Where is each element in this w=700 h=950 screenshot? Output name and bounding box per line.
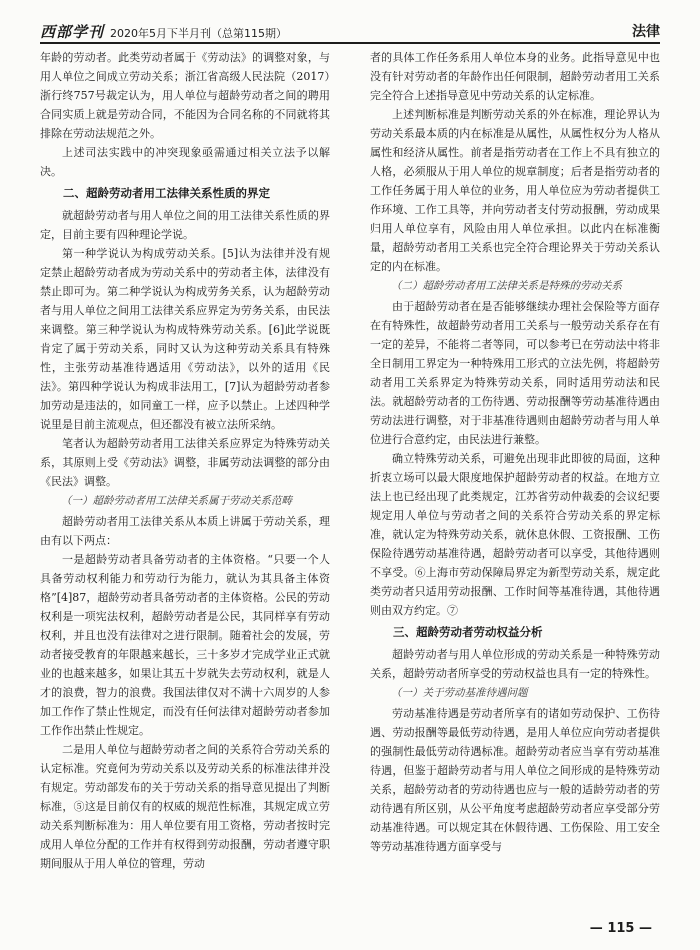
paragraph: 超龄劳动者用工法律关系从本质上讲属于劳动关系，理由有以下两点：: [40, 515, 330, 547]
paragraph: 上述司法实践中的冲突现象亟需通过相关立法予以解决。: [40, 146, 330, 178]
paragraph: 由于超龄劳动者在是否能够继续办理社会保险等方面存在有特殊性，故超龄劳动者用工关系与一般劳动关系存在有一定的差异，不能将二者等同，可以参考已在劳动法中将非全日制用工界定为一种特殊用工形式的立法先例，将超龄劳动者用工关系界定为特殊劳动关系，同时适用劳动法和民法。就超龄劳动者的工伤待遇、劳动报酬等劳动基准待遇由劳动法进行调整，对于非基准待遇则由超龄劳动者与用人单位进行合意约定，由民法进行兼整。: [370, 300, 660, 446]
paragraph: 确立特殊劳动关系，可避免出现非此即彼的局面，这种折衷立场可以最大限度地保护超龄劳动者的权益。在地方立法上也已经出现了此类规定，江苏省劳动仲裁委的会议纪要规定用人单位与劳动者之间的关系符合劳动关系的界定标准，就认定为特殊劳动关系，就休息休假、工资报酬、工伤保险待遇劳动基准待遇，超龄劳动者可以享受，其他待遇则不享受。⑥上海市劳动保障局界定为新型劳动关系，规定此类劳动者只适用劳动报酬、工作时间等基准待遇，其他待遇则由双方约定。⑦: [370, 452, 660, 617]
paragraph: 一是超龄劳动者具备劳动者的主体资格。“只要一个人具备劳动权利能力和劳动行为能力，就认为其具备主体资格”[4]87，超龄劳动者具备劳动者的主体资格。公民的劳动权利是一项宪法权利，超龄劳动者是公民，其同样享有劳动权利，并且也没有法律对之进行限制。随着社会的发展，劳动者接受教育的年限越来越长，三十多岁才完成学业正式就业的也越来越多，如果让其五十岁就失去劳动权利，就是人才的浪费，智力的浪费。我国法律仅对不满十六周岁的人参加工作作了禁止性规定，而没有任何法律对超龄劳动者参加工作作出禁止性规定。: [40, 553, 330, 737]
right-column: [370, 48, 660, 856]
left-column: [40, 48, 330, 873]
subsection-heading: （一）关于劳动基准待遇问题: [391, 687, 528, 699]
paragraph: 劳动基准待遇是劳动者所享有的诸如劳动保护、工伤待遇、劳动报酬等最低劳动待遇，是用人单位应向劳动者提供的强制性最低劳动待遇标准。超龄劳动者应当享有劳动基准待遇，但鉴于超龄劳动者与用人单位之间形成的是特殊劳动关系，超龄劳动者的劳动待遇也应与一般的适龄劳动者的劳动待遇有所区别，从公平角度考虑超龄劳动者应享受部分劳动基准待遇。可以规定其在休假待遇、工伤保险、用工安全等劳动基准待遇方面享受与: [370, 707, 660, 853]
header-left: [40, 21, 287, 42]
subsection-heading: （二）超龄劳动者用工法律关系是特殊的劳动关系: [391, 280, 622, 292]
section-heading: 二、超龄劳动者用工法律关系性质的界定: [63, 186, 270, 200]
issue-info: 2020年5月下半月刊（总第115期）: [110, 26, 288, 40]
journal-logo: 西部学刊: [40, 22, 105, 41]
paragraph: 二是用人单位与超龄劳动者之间的关系符合劳动关系的认定标准。究竟何为劳动关系以及劳动关系的标准法律并没有规定。劳动部发布的关于劳动关系的指导意见提出了判断标准，⑤这是目前仅有的权威的规范性标准，其规定成立劳动关系判断标准为：用人单位要有用工资格，劳动者按时完成用人单位分配的工作并有权得到劳动报酬，劳动者遵守职期间服从于用人单位的管理，劳动: [40, 743, 330, 870]
subsection-heading: （一）超龄劳动者用工法律关系属于劳动关系范畴: [61, 495, 292, 507]
paragraph: 者的具体工作任务系用人单位本身的业务。此指导意见中也没有针对劳动者的年龄作出任何限制，超龄劳动者用工关系完全符合上述指导意见中劳动关系的认定标准。: [370, 51, 660, 102]
section-heading: 三、超龄劳动者劳动权益分析: [393, 625, 543, 639]
paragraph: 年龄的劳动者。此类劳动者属于《劳动法》的调整对象，与用人单位之间成立劳动关系；浙江省高级人民法院（2017）浙行终757号裁定认为，用人单位与超龄劳动者之间的聘用合同实质上就是劳动合同，不能因为合同名称的不同就将其排除在劳动法规范之外。: [40, 51, 330, 140]
page-number: — 115 —: [589, 921, 652, 936]
section-label: 法律: [632, 24, 660, 40]
paragraph: 就超龄劳动者与用人单位之间的用工法律关系性质的界定，目前主要有四种理论学说。: [40, 209, 330, 241]
running-header: [40, 20, 660, 44]
paragraph: 笔者认为超龄劳动者用工法律关系应界定为特殊劳动关系，其原则上受《劳动法》调整，非属劳动法调整的部分由《民法》调整。: [40, 437, 330, 488]
paragraph: 超龄劳动者与用人单位形成的劳动关系是一种特殊劳动关系，超龄劳动者所享受的劳动权益也具有一定的特殊性。: [370, 648, 660, 680]
paragraph: 第一种学说认为构成劳动关系。[5]认为法律并没有规定禁止超龄劳动者成为劳动关系中的劳动者主体，法律没有禁止即可为。第二种学说认为构成劳务关系，认为超龄劳动者与用人单位之间用工法律关系应界定为劳务关系，由民法来调整。第三种学说认为构成特殊劳动关系。[6]此学说既肯定了属于劳动关系，同时又认为这种劳动关系具有特殊性，主张劳动基准待遇适用《劳动法》，以外的适用《民法》。第四种学说认为构成非法用工，[7]认为超龄劳动者参加劳动是违法的，如同童工一样，应予以禁止。上述四种学说里是目前主流观点，但还都没有被立法所采纳。: [40, 247, 330, 431]
paragraph: 上述判断标准是判断劳动关系的外在标准，理论界认为劳动关系最本质的内在标准是从属性，从属性权分为人格从属性和经济从属性。前者是指劳动者在工作上不具有独立的人格，必须服从于用人单位的规章制度；后者是指劳动者的工作任务属于用人单位的业务，用人单位应为劳动者提供工作环境、工作工具等，并向劳动者支付劳动报酬，劳动成果归用人单位享有，风险由用人单位承担。以此内在标准衡量，超龄劳动者用工关系也完全符合理论界关于劳动关系认定的内在标准。: [370, 108, 660, 273]
